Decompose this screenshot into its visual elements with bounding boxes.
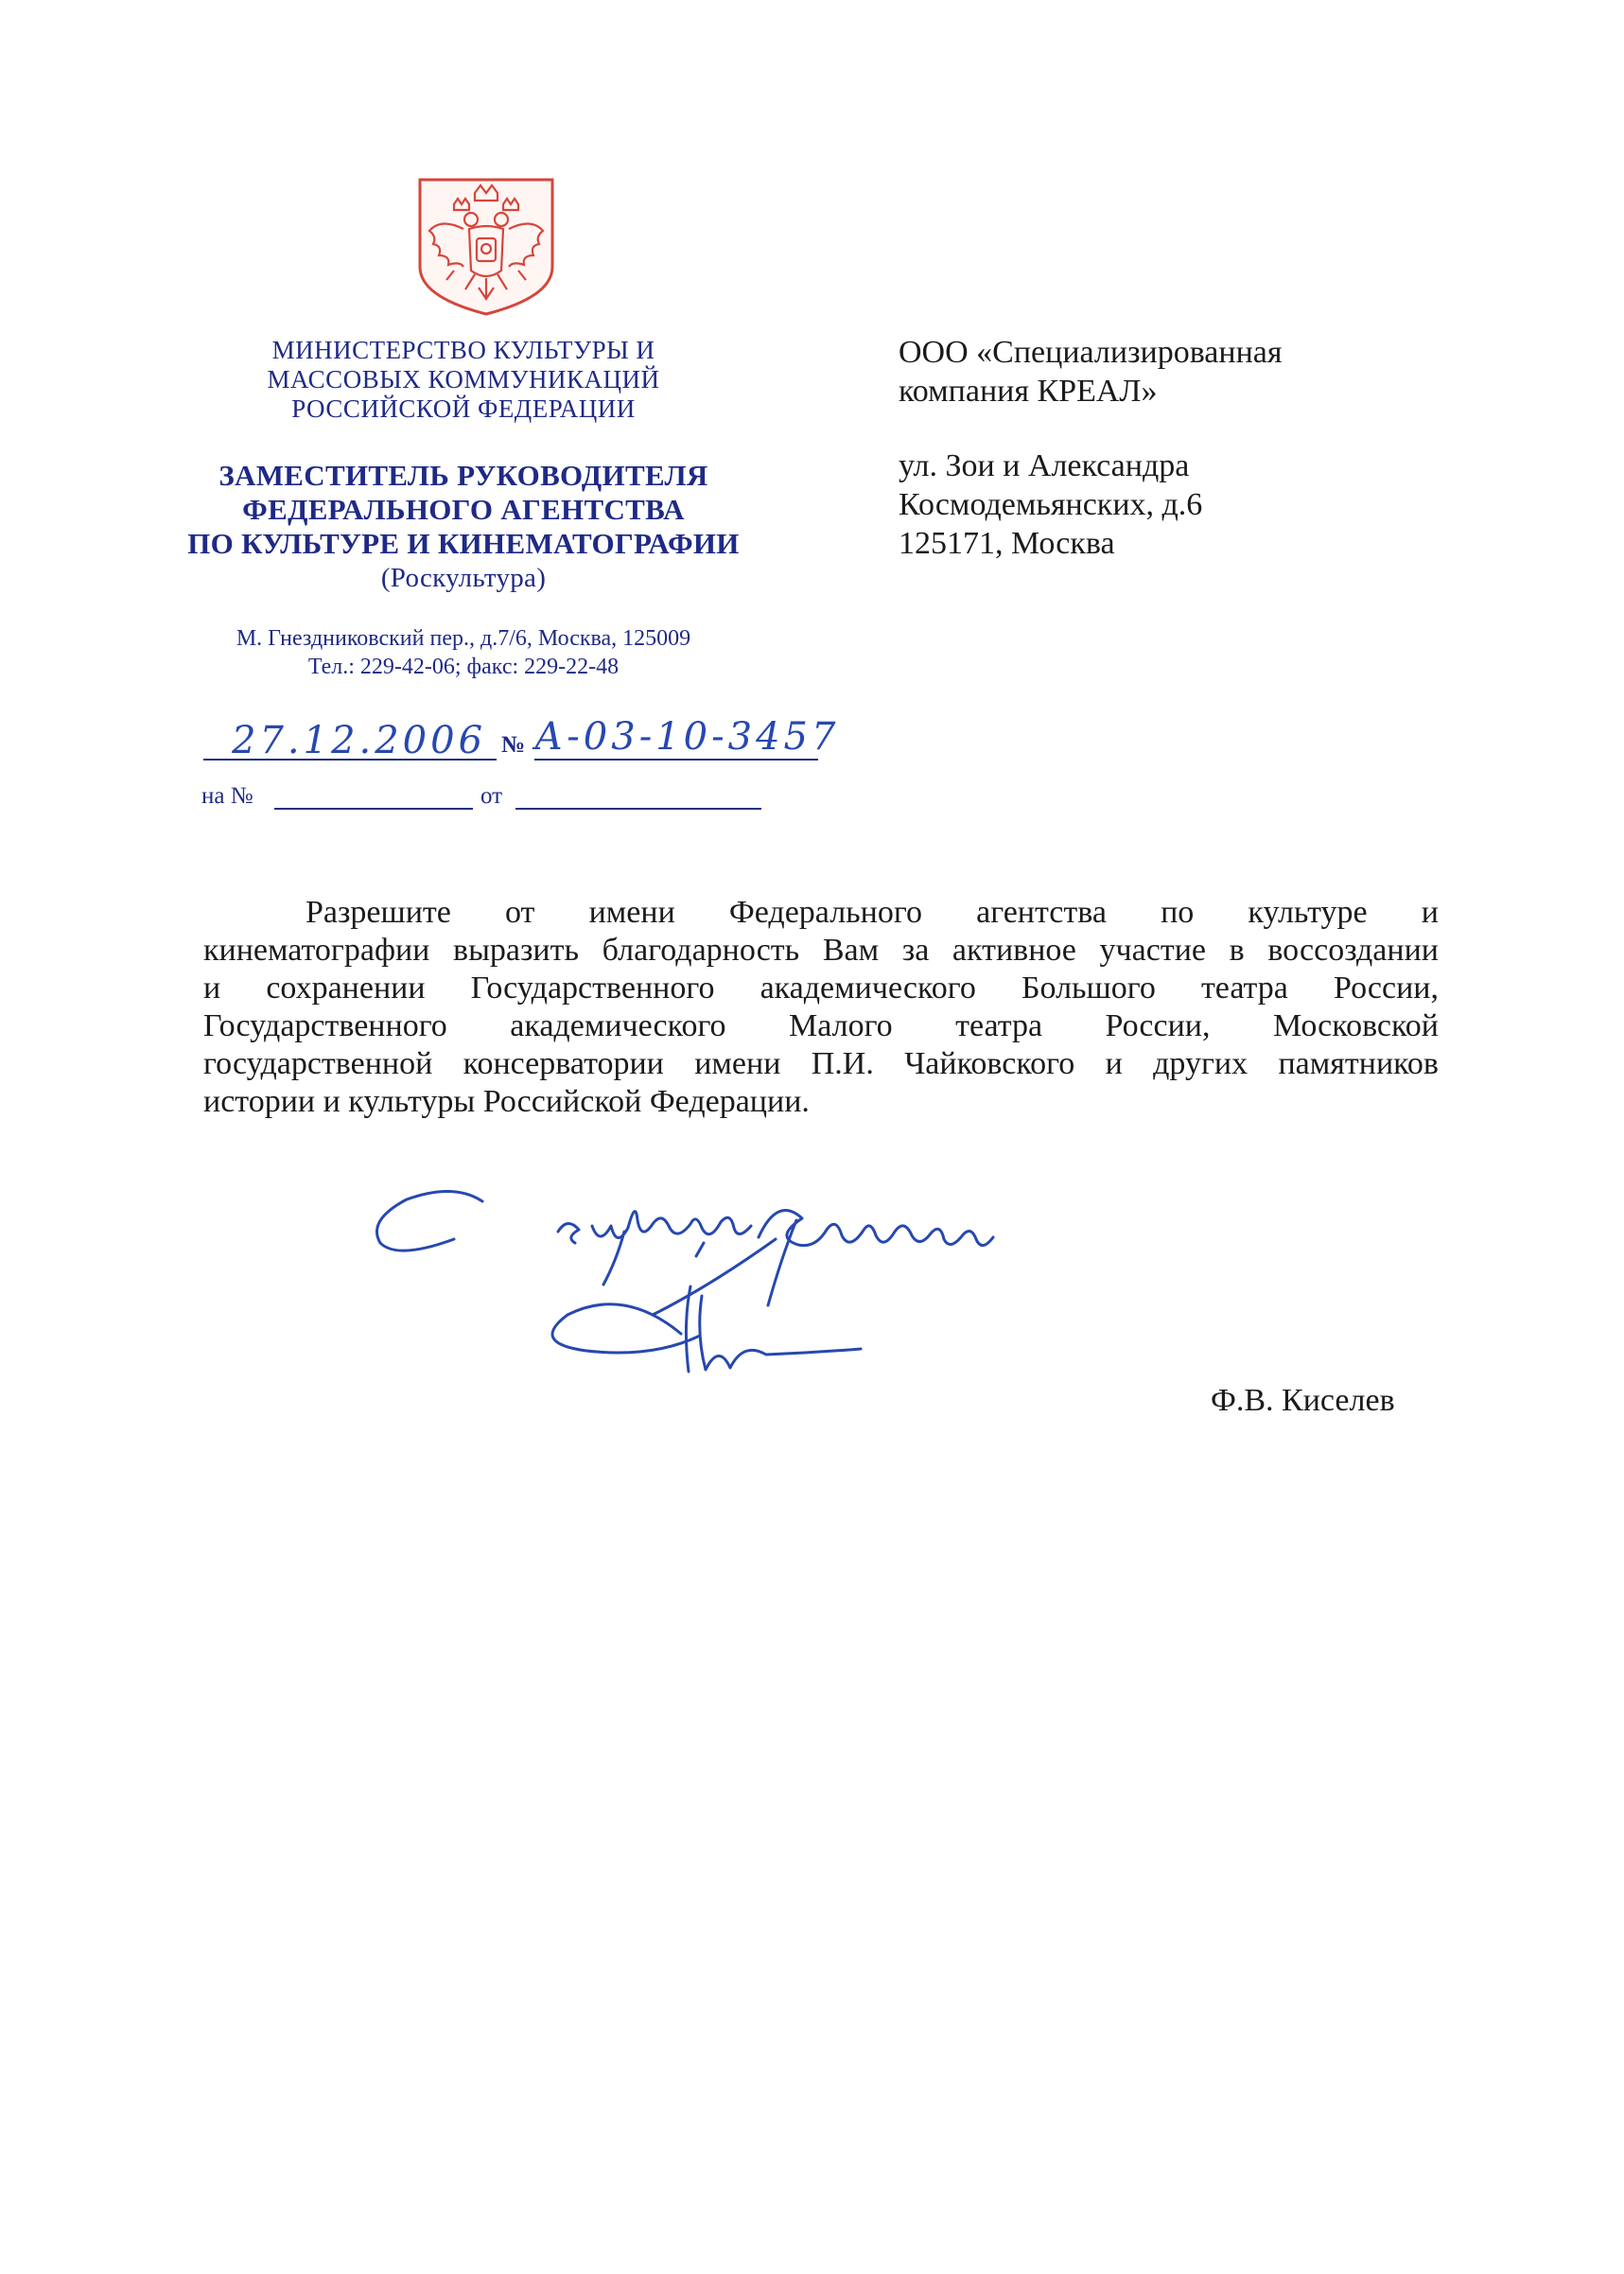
in-reply-number-line (274, 806, 473, 810)
date-underline (203, 757, 497, 761)
recipient-address-line: ул. Зои и Александра (899, 448, 1190, 483)
letterhead-contacts (161, 624, 766, 681)
handwritten-date: 27.12.2006 (232, 719, 487, 762)
recipient-address-line: 125171, Москва (899, 526, 1115, 561)
coat-of-arms-icon (416, 176, 556, 318)
in-reply-from-label: от (480, 783, 503, 809)
handwritten-number: А-03-10-3457 (534, 715, 840, 759)
recipient-address-line: Космодемьянских, д.6 (899, 487, 1203, 522)
ministry-line: МАССОВЫХ КОММУНИКАЦИЙ (267, 365, 660, 394)
agency-title (161, 459, 766, 595)
recipient-org-line: компания КРЕАЛ» (899, 374, 1158, 409)
letterhead-address: М. Гнездниковский пер., д.7/6, Москва, 125009 (236, 626, 691, 651)
agency-line: ЗАМЕСТИТЕЛЬ РУКОВОДИТЕЛЯ (218, 459, 708, 492)
in-reply-label: на № (201, 783, 253, 809)
agency-line: ПО КУЛЬТУРЕ И КИНЕМАТОГРАФИИ (187, 527, 740, 560)
ministry-name (161, 336, 766, 424)
agency-line: ФЕДЕРАЛЬНОГО АГЕНТСТВА (242, 493, 685, 526)
body-line: кинематографии выразить благодарность Вам за активное участие в воссоздании (203, 933, 1439, 968)
body-line: и сохранении Государственного академического Большого театра России, (203, 971, 1439, 1006)
body-line: Разрешите от имени Федерального агентства по культуре и (306, 895, 1439, 930)
body-line: государственной консерватории имени П.И. Чайковского и других памятников (203, 1046, 1439, 1081)
recipient-block (899, 333, 1283, 563)
letterhead-phones: Тел.: 229-42-06; факс: 229-22-48 (307, 655, 620, 679)
handwritten-closing-and-signature (369, 1173, 1371, 1419)
body-line: Государственного академического Малого театра России, Московской (203, 1008, 1439, 1043)
number-underline (534, 757, 818, 761)
body-line: истории и культуры Российской Федерации. (203, 1084, 810, 1119)
signatory-name: Ф.В. Киселев (1211, 1383, 1395, 1418)
agency-short-name: (Роскультура) (380, 563, 547, 593)
ministry-line: МИНИСТЕРСТВО КУЛЬТУРЫ И (271, 336, 655, 364)
recipient-org-line: ООО «Специализированная (899, 335, 1283, 370)
ministry-line: РОССИЙСКОЙ ФЕДЕРАЦИИ (291, 394, 636, 423)
in-reply-date-line (515, 806, 761, 810)
letter-body (203, 894, 1439, 1121)
number-label: № (501, 732, 526, 758)
